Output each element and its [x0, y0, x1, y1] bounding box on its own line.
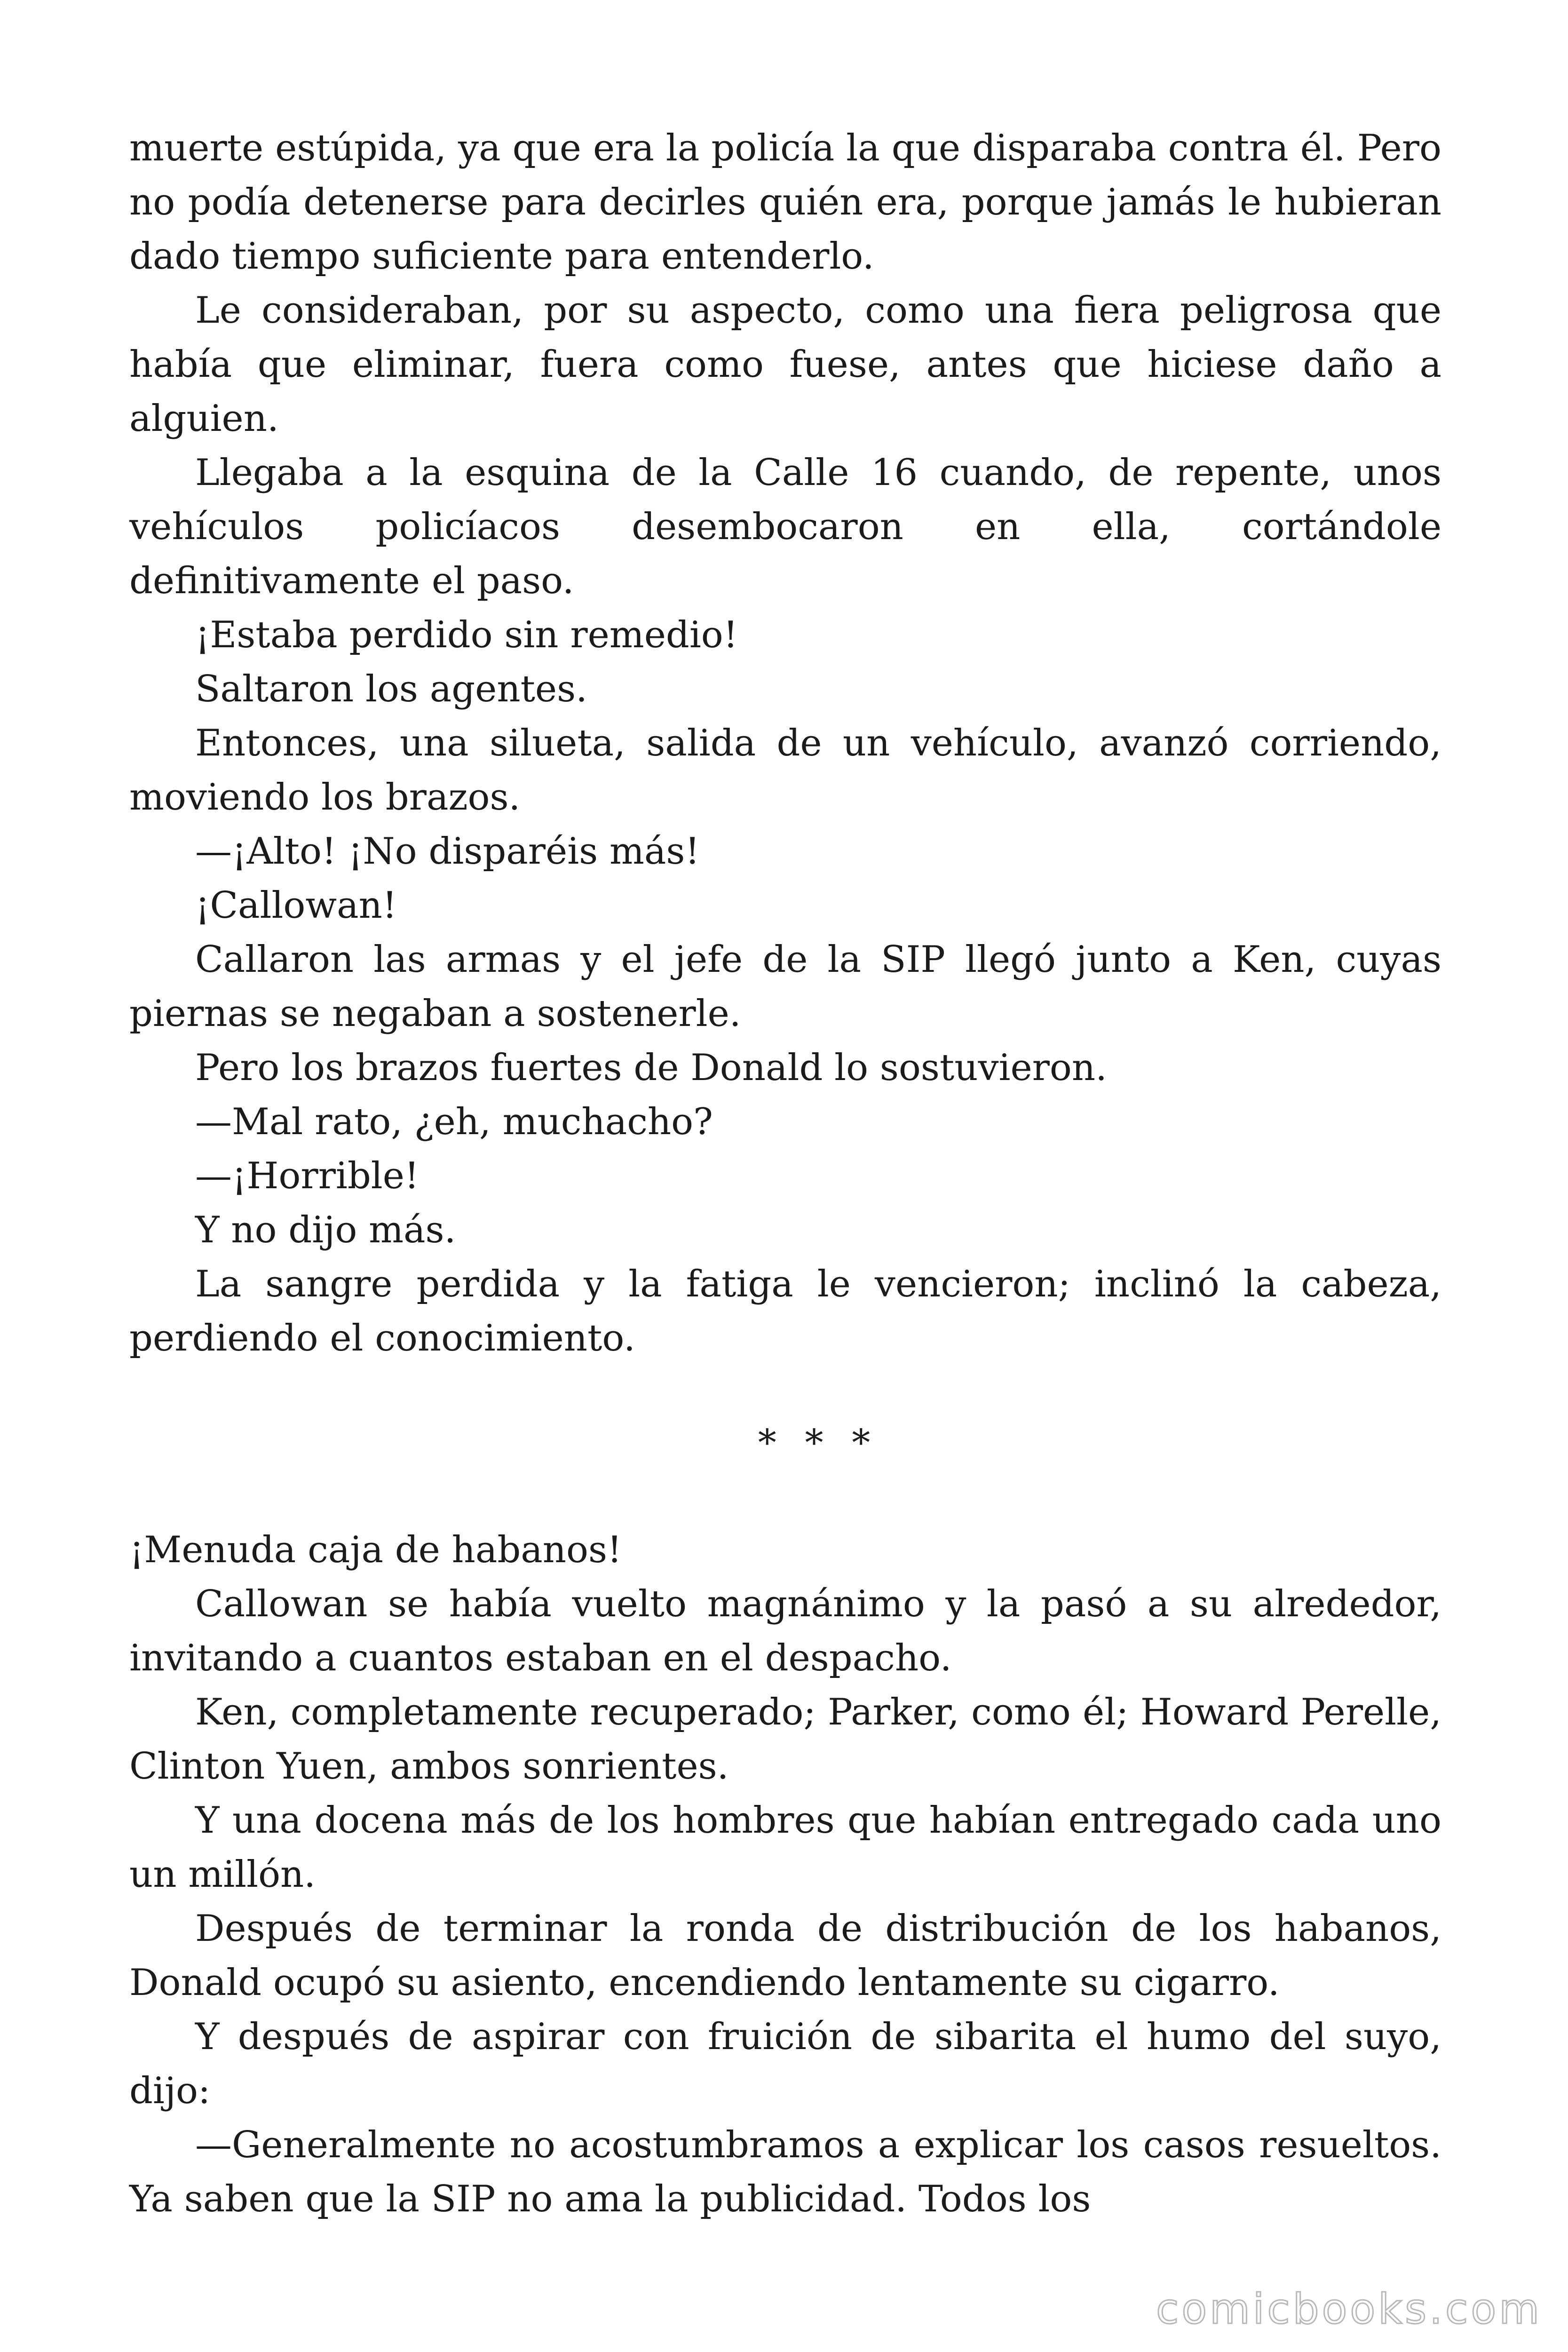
paragraph: La sangre perdida y la fatiga le vencieron; inclinó la cabeza, perdiendo el conocimiento. — [129, 1263, 1441, 1359]
paragraph: Ken, completamente recuperado; Parker, como él; Howard Perelle, Clinton Yuen, ambos sonrientes. — [129, 1691, 1441, 1788]
dialogue-line: —¡Horrible! — [195, 1155, 420, 1197]
paragraph: ¡Estaba perdido sin remedio! — [195, 614, 738, 656]
watermark-logo: comicbooks.com — [1156, 2285, 1542, 2333]
paragraph: muerte estúpida, ya que era la policía la que disparaba contra él. Pero no podía detenerse para decirles quién era, porque jamás le hubieran dado tiempo suficiente para entenderlo. — [129, 127, 1441, 278]
paragraph: Pero los brazos fuertes de Donald lo sostuvieron. — [195, 1047, 1107, 1089]
section-break: * * * — [758, 1422, 879, 1464]
dialogue-line: —Generalmente no acostumbramos a explicar los casos resueltos. Ya saben que la SIP no ama la publicidad. Todos los — [129, 2124, 1441, 2220]
paragraph: Callowan se había vuelto magnánimo y la pasó a su alrededor, invitando a cuantos estaban en el despacho. — [129, 1583, 1441, 1679]
paragraph: ¡Menuda caja de habanos! — [129, 1529, 622, 1571]
paragraph: Y una docena más de los hombres que habían entregado cada uno un millón. — [129, 1799, 1441, 1896]
paragraph: Saltaron los agentes. — [195, 668, 587, 710]
paragraph: Entonces, una silueta, salida de un vehículo, avanzó corriendo, moviendo los brazos. — [129, 722, 1441, 818]
dialogue-line: —¡Alto! ¡No disparéis más! — [195, 830, 700, 873]
paragraph: Después de terminar la ronda de distribución de los habanos, Donald ocupó su asiento, encendiendo lentamente su cigarro. — [129, 1907, 1441, 2004]
dialogue-line: —Mal rato, ¿eh, muchacho? — [195, 1101, 713, 1143]
paragraph: Callaron las armas y el jefe de la SIP llegó junto a Ken, cuyas piernas se negaban a sostenerle. — [129, 938, 1441, 1035]
paragraph: ¡Callowan! — [195, 884, 397, 927]
paragraph: Llegaba a la esquina de la Calle 16 cuando, de repente, unos vehículos policíacos desembocaron en ella, cortándole definitivamente el paso. — [129, 452, 1441, 602]
paragraph: Y después de aspirar con fruición de sibarita el humo del suyo, dijo: — [129, 2016, 1441, 2112]
book-page — [129, 121, 1441, 2226]
paragraph: Le consideraban, por su aspecto, como una fiera peligrosa que había que eliminar, fuera como fuese, antes que hiciese daño a alguien. — [129, 289, 1441, 440]
paragraph: Y no dijo más. — [195, 1209, 456, 1251]
